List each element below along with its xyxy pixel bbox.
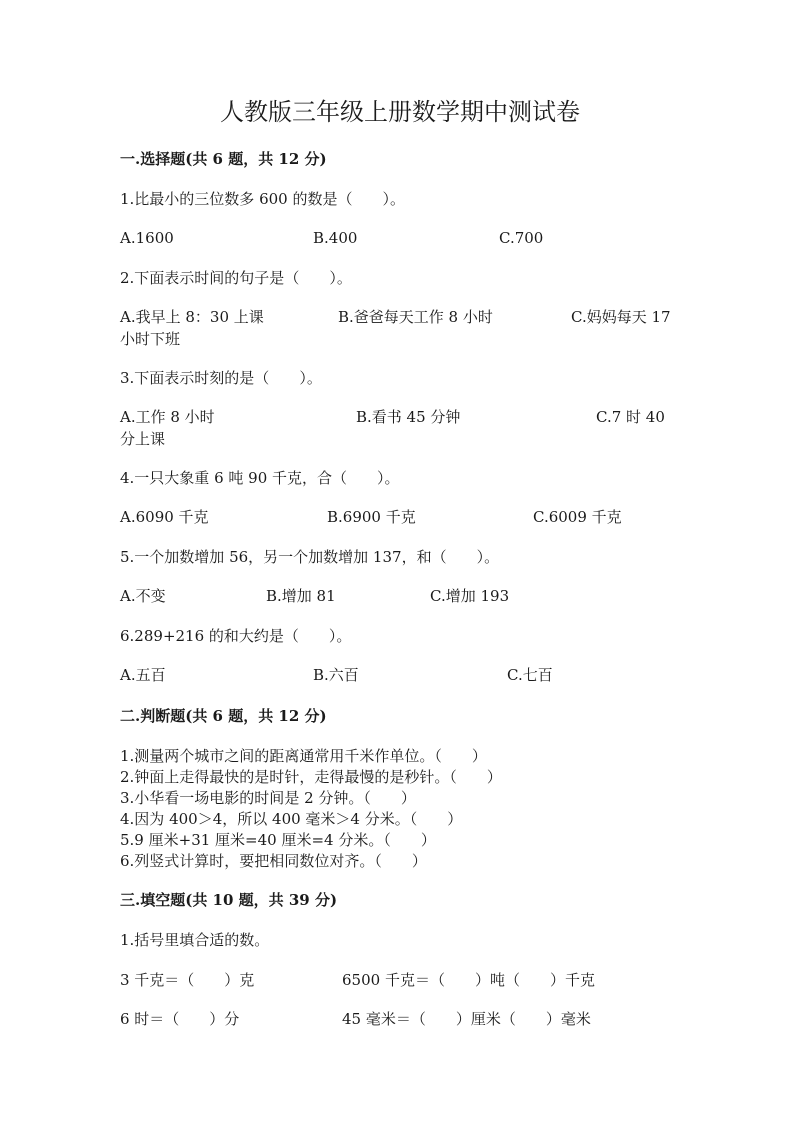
section-heading-judgement: 二.判断题(共 6 题，共 12 分): [120, 707, 327, 725]
question-1-stem: 1.比最小的三位数多 600 的数是（ ）。: [120, 190, 405, 208]
question-6-stem: 6.289+216 的和大约是（ ）。: [120, 627, 352, 645]
question-1-option-b: B.400: [313, 229, 358, 247]
judgement-item-6: 6.列竖式计算时，要把相同数位对齐。（ ）: [120, 852, 427, 870]
question-3-option-a: A.工作 8 小时: [120, 408, 215, 426]
question-2-option-b: B.爸爸每天工作 8 小时: [338, 308, 493, 326]
fill-question-1-row-2-left: 6 时＝（ ）分: [120, 1010, 240, 1028]
question-6-option-c: C.七百: [507, 666, 553, 684]
judgement-item-2: 2.钟面上走得最快的是时针，走得最慢的是秒针。（ ）: [120, 768, 502, 786]
section-heading-fill-in: 三.填空题(共 10 题，共 39 分): [120, 891, 338, 909]
fill-question-1-row-1-left: 3 千克＝（ ）克: [120, 971, 255, 989]
judgement-item-3: 3.小华看一场电影的时间是 2 分钟。（ ）: [120, 789, 416, 807]
question-5-option-b: B.增加 81: [266, 587, 336, 605]
question-3-option-c-continued: 分上课: [120, 430, 166, 448]
question-4-option-c: C.6009 千克: [533, 508, 622, 526]
question-2-stem: 2.下面表示时间的句子是（ ）。: [120, 269, 352, 287]
fill-question-1-row-2-right: 45 毫米＝（ ）厘米（ ）毫米: [342, 1010, 591, 1028]
judgement-item-4: 4.因为 400＞4，所以 400 毫米＞4 分米。（ ）: [120, 810, 463, 828]
question-3-stem: 3.下面表示时刻的是（ ）。: [120, 369, 322, 387]
fill-question-1-stem: 1.括号里填合适的数。: [120, 931, 270, 949]
question-5-option-c: C.增加 193: [430, 587, 510, 605]
page-title: 人教版三年级上册数学期中测试卷: [220, 98, 580, 126]
judgement-item-5: 5.9 厘米+31 厘米=40 厘米=4 分米。（ ）: [120, 831, 436, 849]
question-2-option-c-continued: 小时下班: [120, 330, 181, 348]
judgement-item-1: 1.测量两个城市之间的距离通常用千米作单位。（ ）: [120, 747, 487, 765]
question-6-option-b: B.六百: [313, 666, 359, 684]
question-5-option-a: A.不变: [120, 587, 166, 605]
question-4-stem: 4.一只大象重 6 吨 90 千克，合（ ）。: [120, 469, 400, 487]
question-1-option-a: A.1600: [120, 229, 174, 247]
question-2-option-a: A.我早上 8：30 上课: [120, 308, 264, 326]
fill-question-1-row-1-right: 6500 千克＝（ ）吨（ ）千克: [342, 971, 595, 989]
question-1-option-c: C.700: [499, 229, 544, 247]
question-6-option-a: A.五百: [120, 666, 166, 684]
section-heading-choice: 一.选择题(共 6 题，共 12 分): [120, 150, 327, 168]
question-4-option-a: A.6090 千克: [120, 508, 209, 526]
question-4-option-b: B.6900 千克: [327, 508, 416, 526]
question-3-option-c: C.7 时 40: [596, 408, 665, 426]
question-2-option-c: C.妈妈每天 17: [571, 308, 671, 326]
question-5-stem: 5.一个加数增加 56，另一个加数增加 137，和（ ）。: [120, 548, 500, 566]
question-3-option-b: B.看书 45 分钟: [356, 408, 461, 426]
